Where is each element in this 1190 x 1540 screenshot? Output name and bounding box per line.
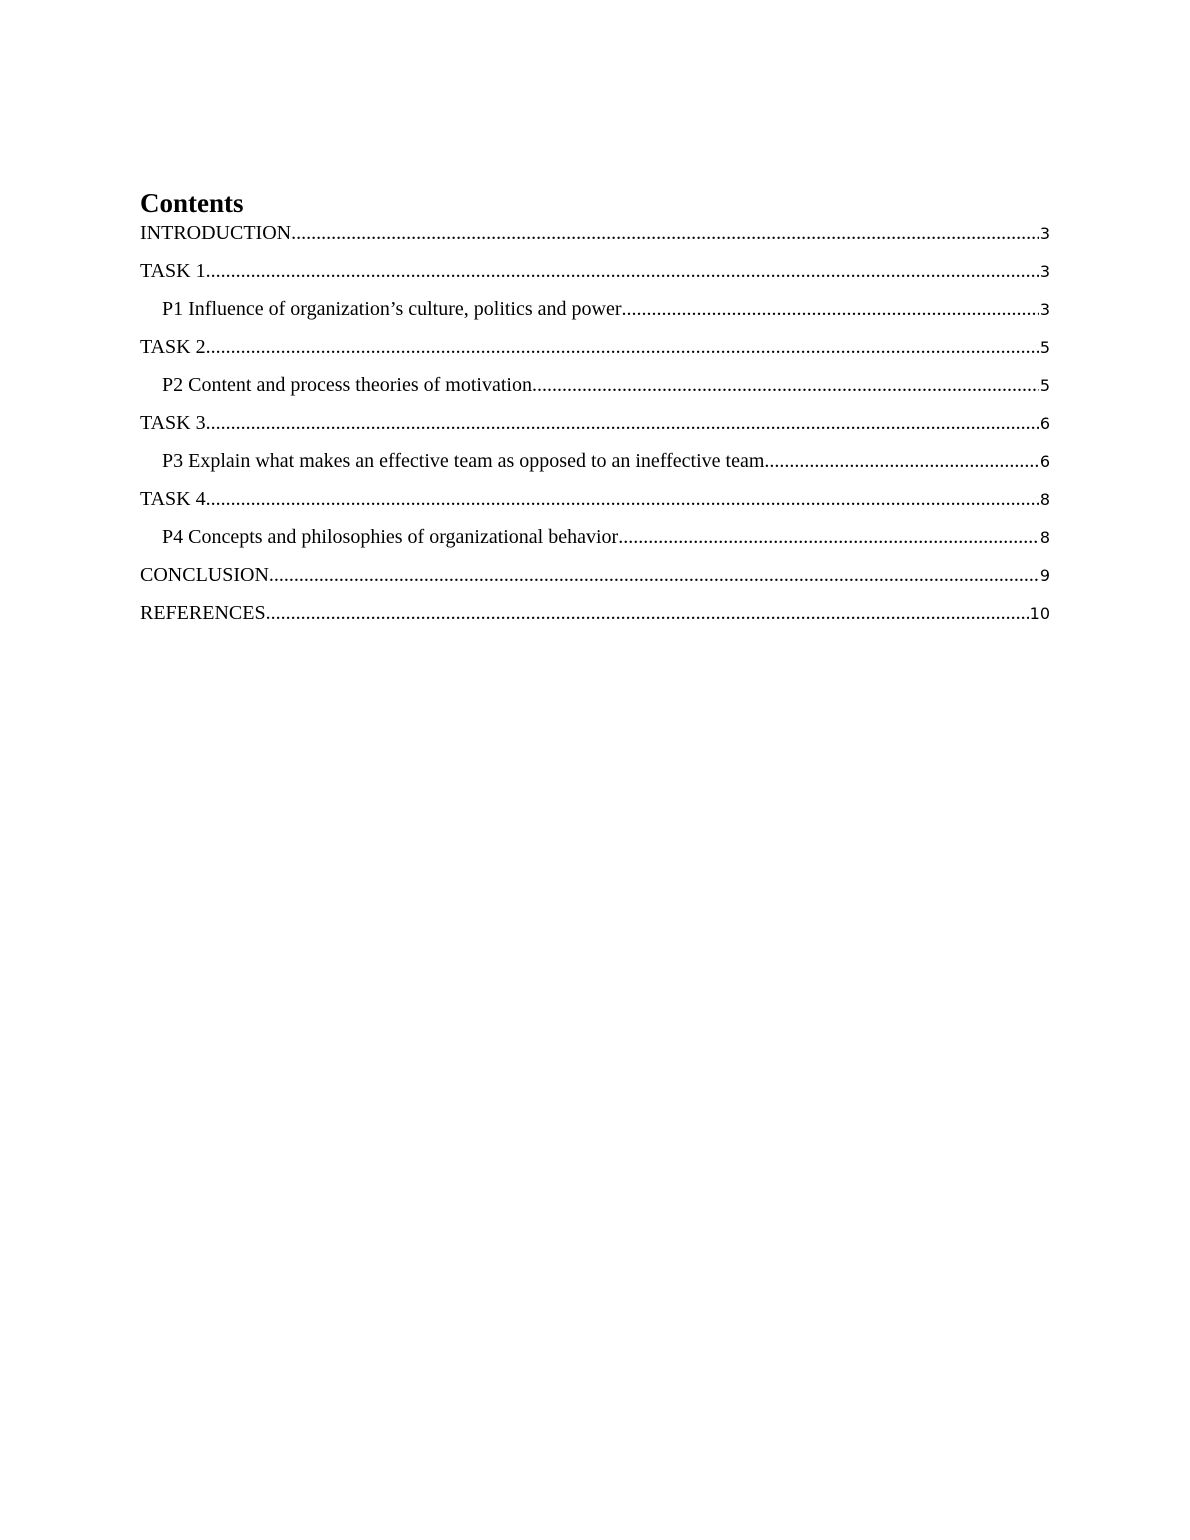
- document-page: [140, 186, 1050, 638]
- toc-entry-label: P1 Influence of organization’s culture, politics and power: [162, 298, 622, 320]
- toc-dot-leader: [532, 372, 1039, 398]
- toc-entry-references[interactable]: [140, 600, 1050, 638]
- toc-entry-conclusion[interactable]: [140, 562, 1050, 600]
- toc-entry-label: TASK 2: [140, 336, 206, 358]
- toc-entry-task-2[interactable]: [140, 334, 1050, 372]
- toc-dot-leader: [206, 334, 1039, 360]
- toc-entry-p1[interactable]: [140, 296, 1050, 334]
- toc-entry-label: TASK 3: [140, 412, 206, 434]
- toc-dot-leader: [206, 258, 1039, 284]
- toc-entry-label: CONCLUSION: [140, 564, 269, 586]
- toc-dot-leader: [206, 410, 1039, 436]
- toc-entry-label: P3 Explain what makes an effective team as opposed to an ineffective team: [162, 450, 765, 472]
- toc-entry-task-3[interactable]: [140, 410, 1050, 448]
- toc-entry-label: REFERENCES: [140, 602, 266, 624]
- toc-dot-leader: [618, 524, 1039, 550]
- toc-page-number: 3: [1039, 300, 1050, 319]
- toc-entry-label: P2 Content and process theories of motivation: [162, 374, 532, 396]
- toc-entry-p3[interactable]: [140, 448, 1050, 486]
- toc-entry-p2[interactable]: [140, 372, 1050, 410]
- toc-entry-p4[interactable]: [140, 524, 1050, 562]
- table-of-contents: [140, 220, 1050, 638]
- toc-heading: Contents: [140, 188, 244, 218]
- toc-page-number: 8: [1039, 528, 1050, 547]
- toc-dot-leader: [622, 296, 1039, 322]
- toc-page-number: 6: [1039, 452, 1050, 471]
- toc-page-number: 10: [1029, 604, 1050, 623]
- toc-page-number: 8: [1039, 490, 1050, 509]
- toc-page-number: 6: [1039, 414, 1050, 433]
- toc-dot-leader: [266, 600, 1029, 626]
- toc-page-number: 5: [1039, 338, 1050, 357]
- toc-entry-label: INTRODUCTION: [140, 222, 292, 244]
- toc-entry-task-1[interactable]: [140, 258, 1050, 296]
- toc-dot-leader: [206, 486, 1039, 512]
- toc-page-number: 5: [1039, 376, 1050, 395]
- toc-dot-leader: [269, 562, 1039, 588]
- toc-page-number: 3: [1039, 224, 1050, 243]
- toc-dot-leader: [764, 448, 1038, 474]
- toc-page-number: 9: [1039, 566, 1050, 585]
- toc-entry-label: P4 Concepts and philosophies of organizational behavior: [162, 526, 619, 548]
- toc-dot-leader: [291, 220, 1039, 246]
- toc-entry-introduction[interactable]: [140, 220, 1050, 258]
- toc-entry-label: TASK 4: [140, 488, 206, 510]
- toc-entry-task-4[interactable]: [140, 486, 1050, 524]
- toc-page-number: 3: [1039, 262, 1050, 281]
- toc-entry-label: TASK 1: [140, 260, 206, 282]
